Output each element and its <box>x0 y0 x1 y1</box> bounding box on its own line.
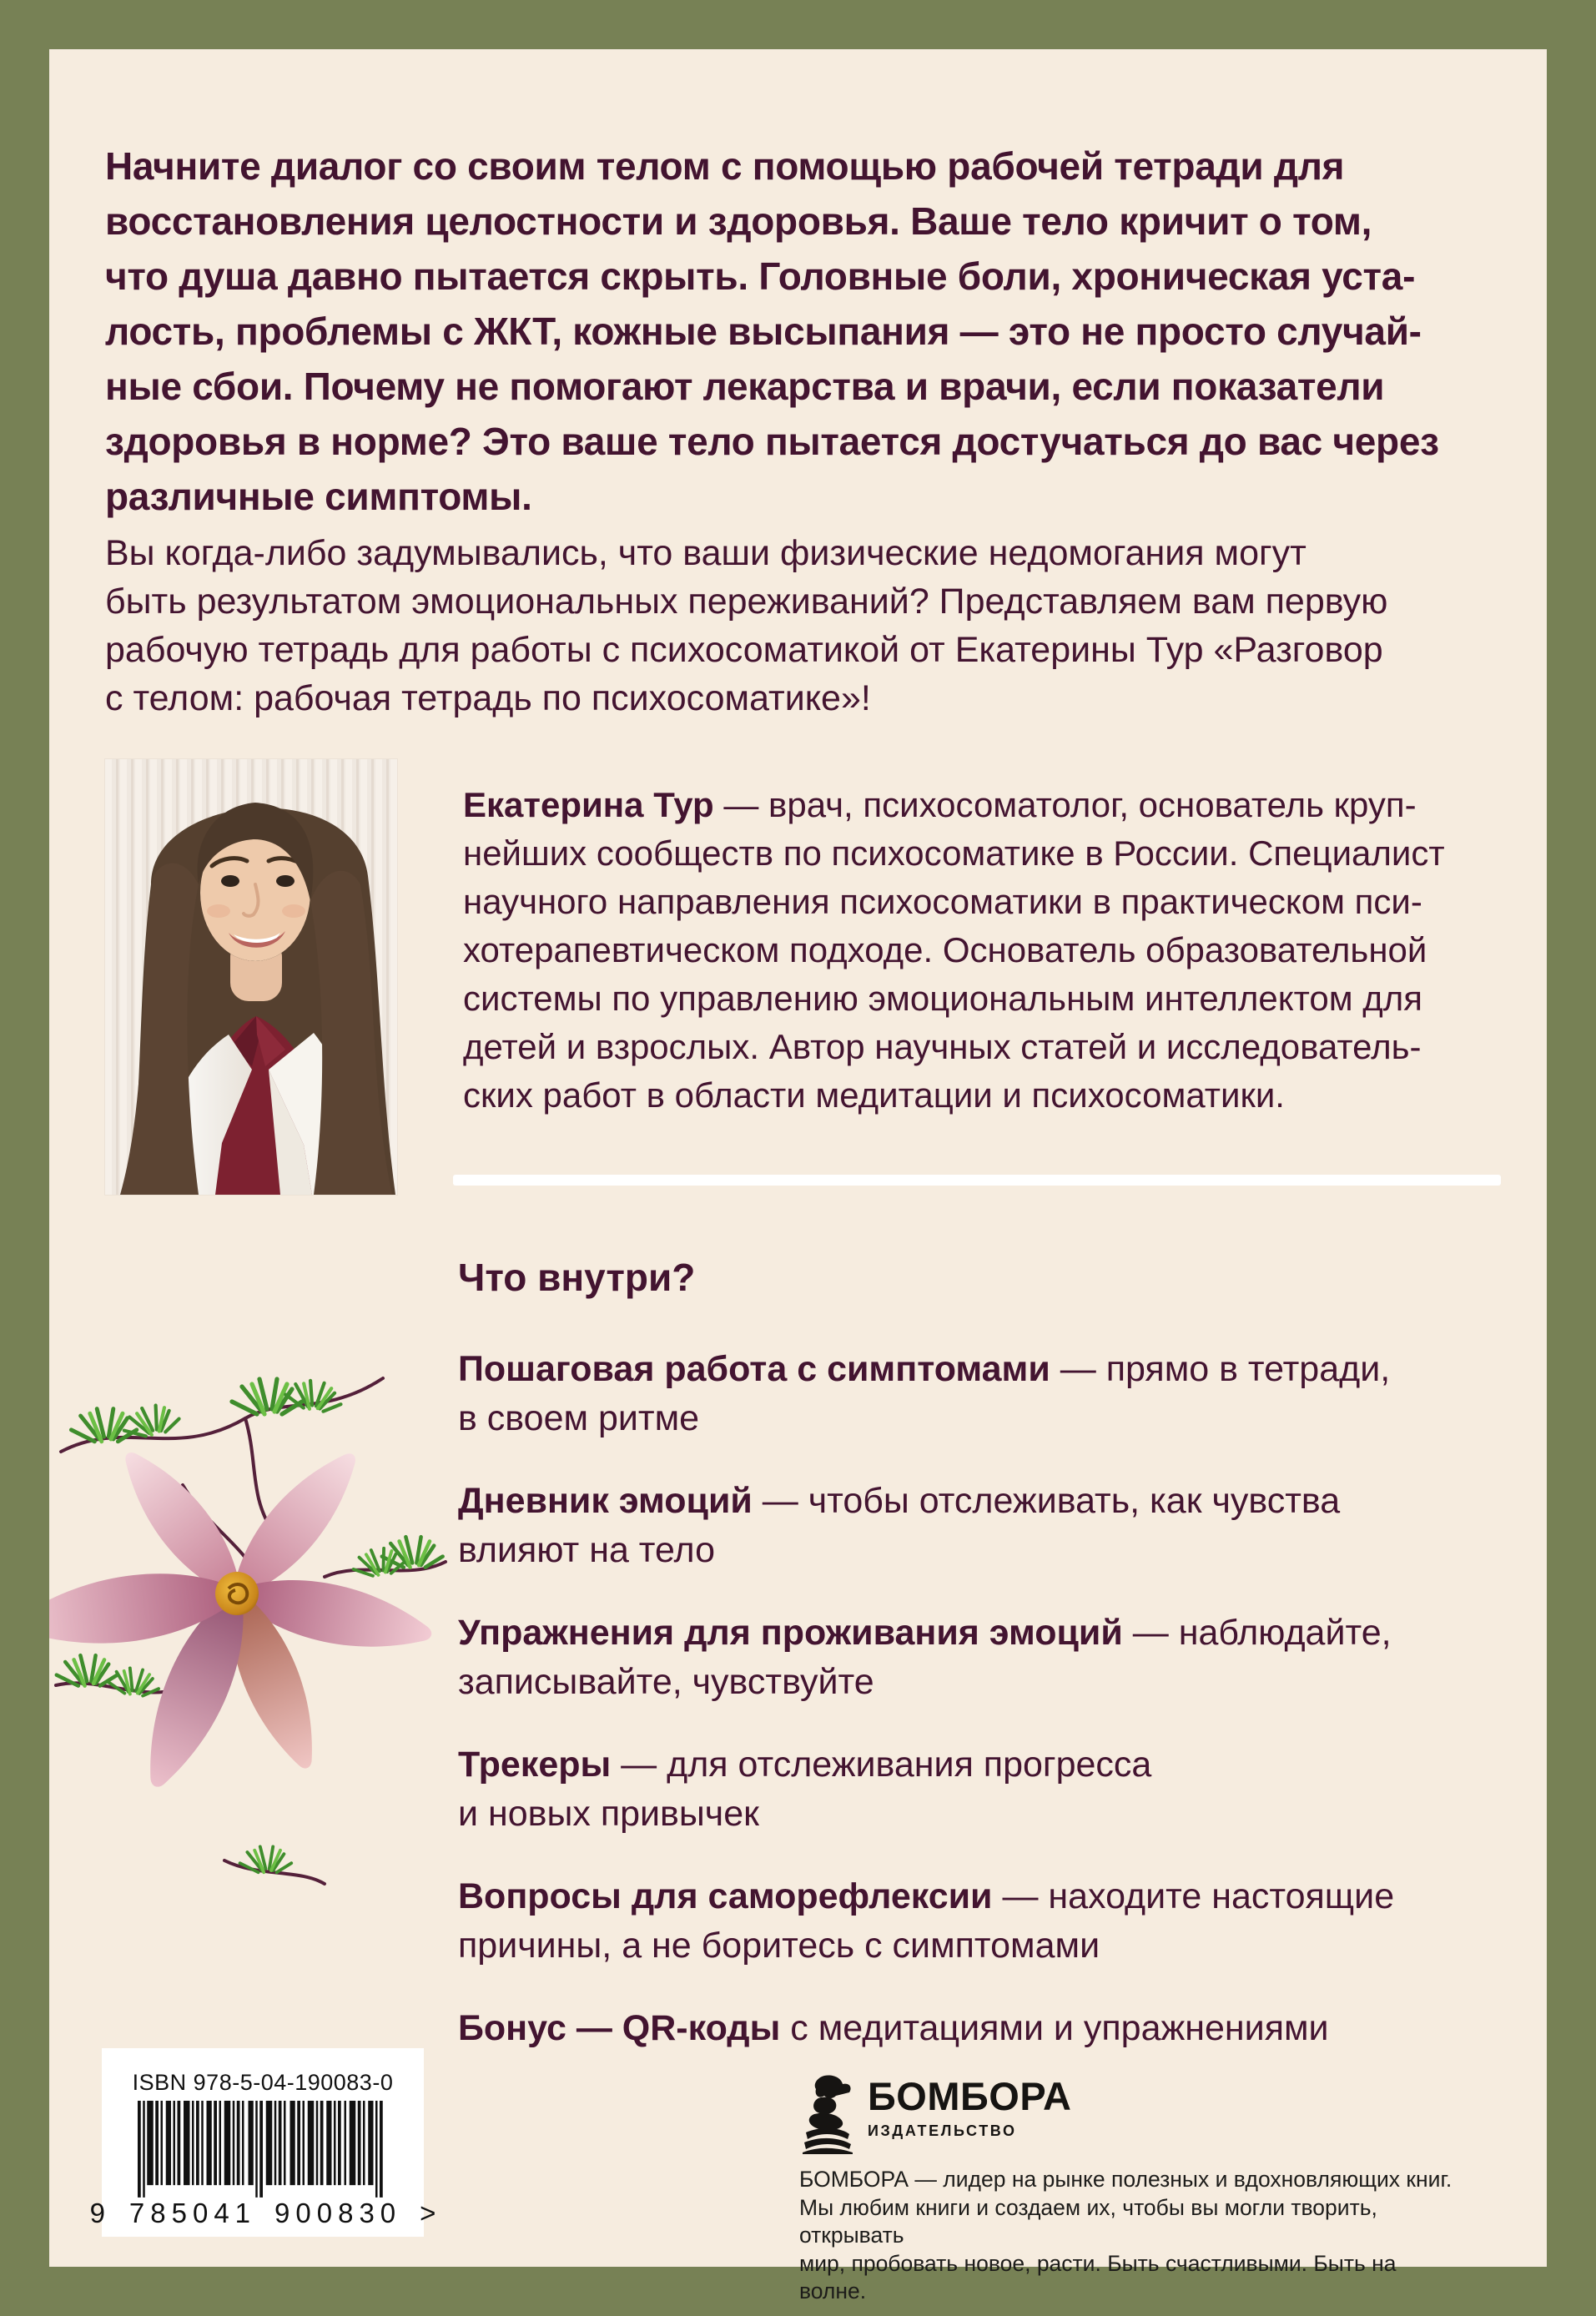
bio-line: научного направления психосоматики в практическом пси- <box>463 882 1422 921</box>
publisher-subtitle: ИЗДАТЕЛЬСТВО <box>868 2122 1017 2139</box>
whats-inside-section <box>458 1256 1543 2087</box>
right-eye <box>276 875 295 887</box>
lead-line: быть результатом эмоциональных переживаний? Представляем вам первую <box>105 582 1388 622</box>
isbn-digit-group: 785041 <box>128 2198 257 2228</box>
item-rest: — наблюдайте, <box>1122 1613 1392 1653</box>
isbn-label: ISBN 978-5-04-190083-0 <box>132 2070 394 2095</box>
isbn-digit-first: 9 <box>89 2198 111 2228</box>
intro-line: восстановления целостности и здоровья. Ваше тело кричит о том, <box>105 199 1372 243</box>
publisher-block <box>799 2074 1467 2306</box>
item-line2: в своем ритме <box>458 1398 700 1438</box>
item-bold: Вопросы для саморефлексии <box>458 1876 993 1916</box>
lead-line: Вы когда-либо задумывались, что ваши физические недомогания могут <box>105 533 1307 573</box>
author-name: Екатерина Тур <box>463 785 714 824</box>
lead-paragraph <box>105 529 1515 722</box>
intro-line: ные сбои. Почему не помогают лекарства и врачи, если показатели <box>105 365 1385 408</box>
author-photo <box>105 759 397 1195</box>
bio-line: детей и взрослых. Автор научных статей и исследователь- <box>463 1027 1422 1066</box>
publisher-line: БОМБОРА — лидер на рынке полезных и вдохновляющих книг. <box>799 2167 1453 2192</box>
item-bold: Трекеры <box>458 1745 612 1785</box>
isbn-digits <box>89 2198 436 2229</box>
lead-line: с телом: рабочая тетрадь по психосоматике»! <box>105 678 871 718</box>
publisher-line: Мы любим книги и создаем их, чтобы вы могли творить, открывать <box>799 2194 1377 2248</box>
list-item <box>458 2004 1543 2053</box>
list-item <box>458 1872 1543 1971</box>
item-line2: влияют на тело <box>458 1530 715 1570</box>
item-bold: Дневник эмоций <box>458 1481 753 1521</box>
item-rest: — находите настоящие <box>992 1876 1395 1916</box>
bio-line: ских работ в области медитации и психосоматики. <box>463 1075 1285 1115</box>
item-line2: причины, а не боритесь с симптомами <box>458 1926 1100 1966</box>
bombora-logo-icon <box>799 2074 854 2154</box>
section-divider <box>453 1175 1501 1186</box>
left-eye <box>221 875 239 887</box>
publisher-name: БОМБОРА <box>868 2074 1072 2118</box>
intro-line: здоровья в норме? Это ваше тело пытается достучаться до вас через <box>105 420 1439 463</box>
isbn-block <box>89 2048 436 2237</box>
item-line2: записывайте, чувствуйте <box>458 1662 874 1702</box>
bio-line: системы по управлению эмоциональным интеллектом для <box>463 979 1423 1018</box>
whats-inside-heading: Что внутри? <box>458 1256 696 1299</box>
item-bold: Упражнения для проживания эмоций <box>458 1613 1123 1653</box>
intro-line: различные симптомы. <box>105 475 532 518</box>
item-rest: — для отслеживания прогресса <box>611 1745 1152 1785</box>
flower-petals <box>49 1437 437 1798</box>
list-item <box>458 1345 1543 1443</box>
isbn-chevron: > <box>420 2198 436 2228</box>
author-bio <box>463 781 1548 1120</box>
intro-line: Начните диалог со своим телом с помощью рабочей тетради для <box>105 144 1345 188</box>
item-line2: и новых привычек <box>458 1794 759 1834</box>
lead-line: рабочую тетрадь для работы с психосоматикой от Екатерины Тур «Разговор <box>105 630 1383 670</box>
intro-paragraph <box>105 138 1515 524</box>
intro-line: что душа давно пытается скрыть. Головные боли, хроническая уста- <box>105 254 1416 298</box>
item-bold: Пошаговая работа с симптомами <box>458 1349 1050 1389</box>
item-bold: Бонус — QR-коды <box>458 2008 781 2048</box>
list-item <box>458 1477 1543 1575</box>
item-rest: с медитациями и упражнениями <box>780 2008 1329 2048</box>
item-rest: — прямо в тетради, <box>1050 1349 1391 1389</box>
magnolia-flower-illustration <box>49 1327 471 1927</box>
intro-line: лость, проблемы с ЖКТ, кожные высыпания — это не просто случай- <box>105 310 1422 353</box>
bio-line: хотерапевтическом подходе. Основатель образовательной <box>463 930 1427 969</box>
isbn-digit-group: 900830 <box>274 2198 402 2228</box>
flower-center <box>215 1572 259 1615</box>
bio-line: нейших сообществ по психосоматике в России. Специалист <box>463 833 1445 873</box>
list-item <box>458 1609 1543 1707</box>
item-rest: — чтобы отслеживать, как чувства <box>752 1481 1341 1521</box>
publisher-logo <box>799 2074 1467 2159</box>
bio-line <box>463 781 1548 829</box>
list-item <box>458 1740 1543 1839</box>
publisher-description <box>799 2166 1467 2306</box>
bio-line-rest: — врач, психосоматолог, основатель круп- <box>713 785 1417 824</box>
publisher-line: мир, пробовать новое, расти. Быть счастливыми. Быть на волне. <box>799 2250 1397 2303</box>
barcode <box>138 2101 388 2199</box>
